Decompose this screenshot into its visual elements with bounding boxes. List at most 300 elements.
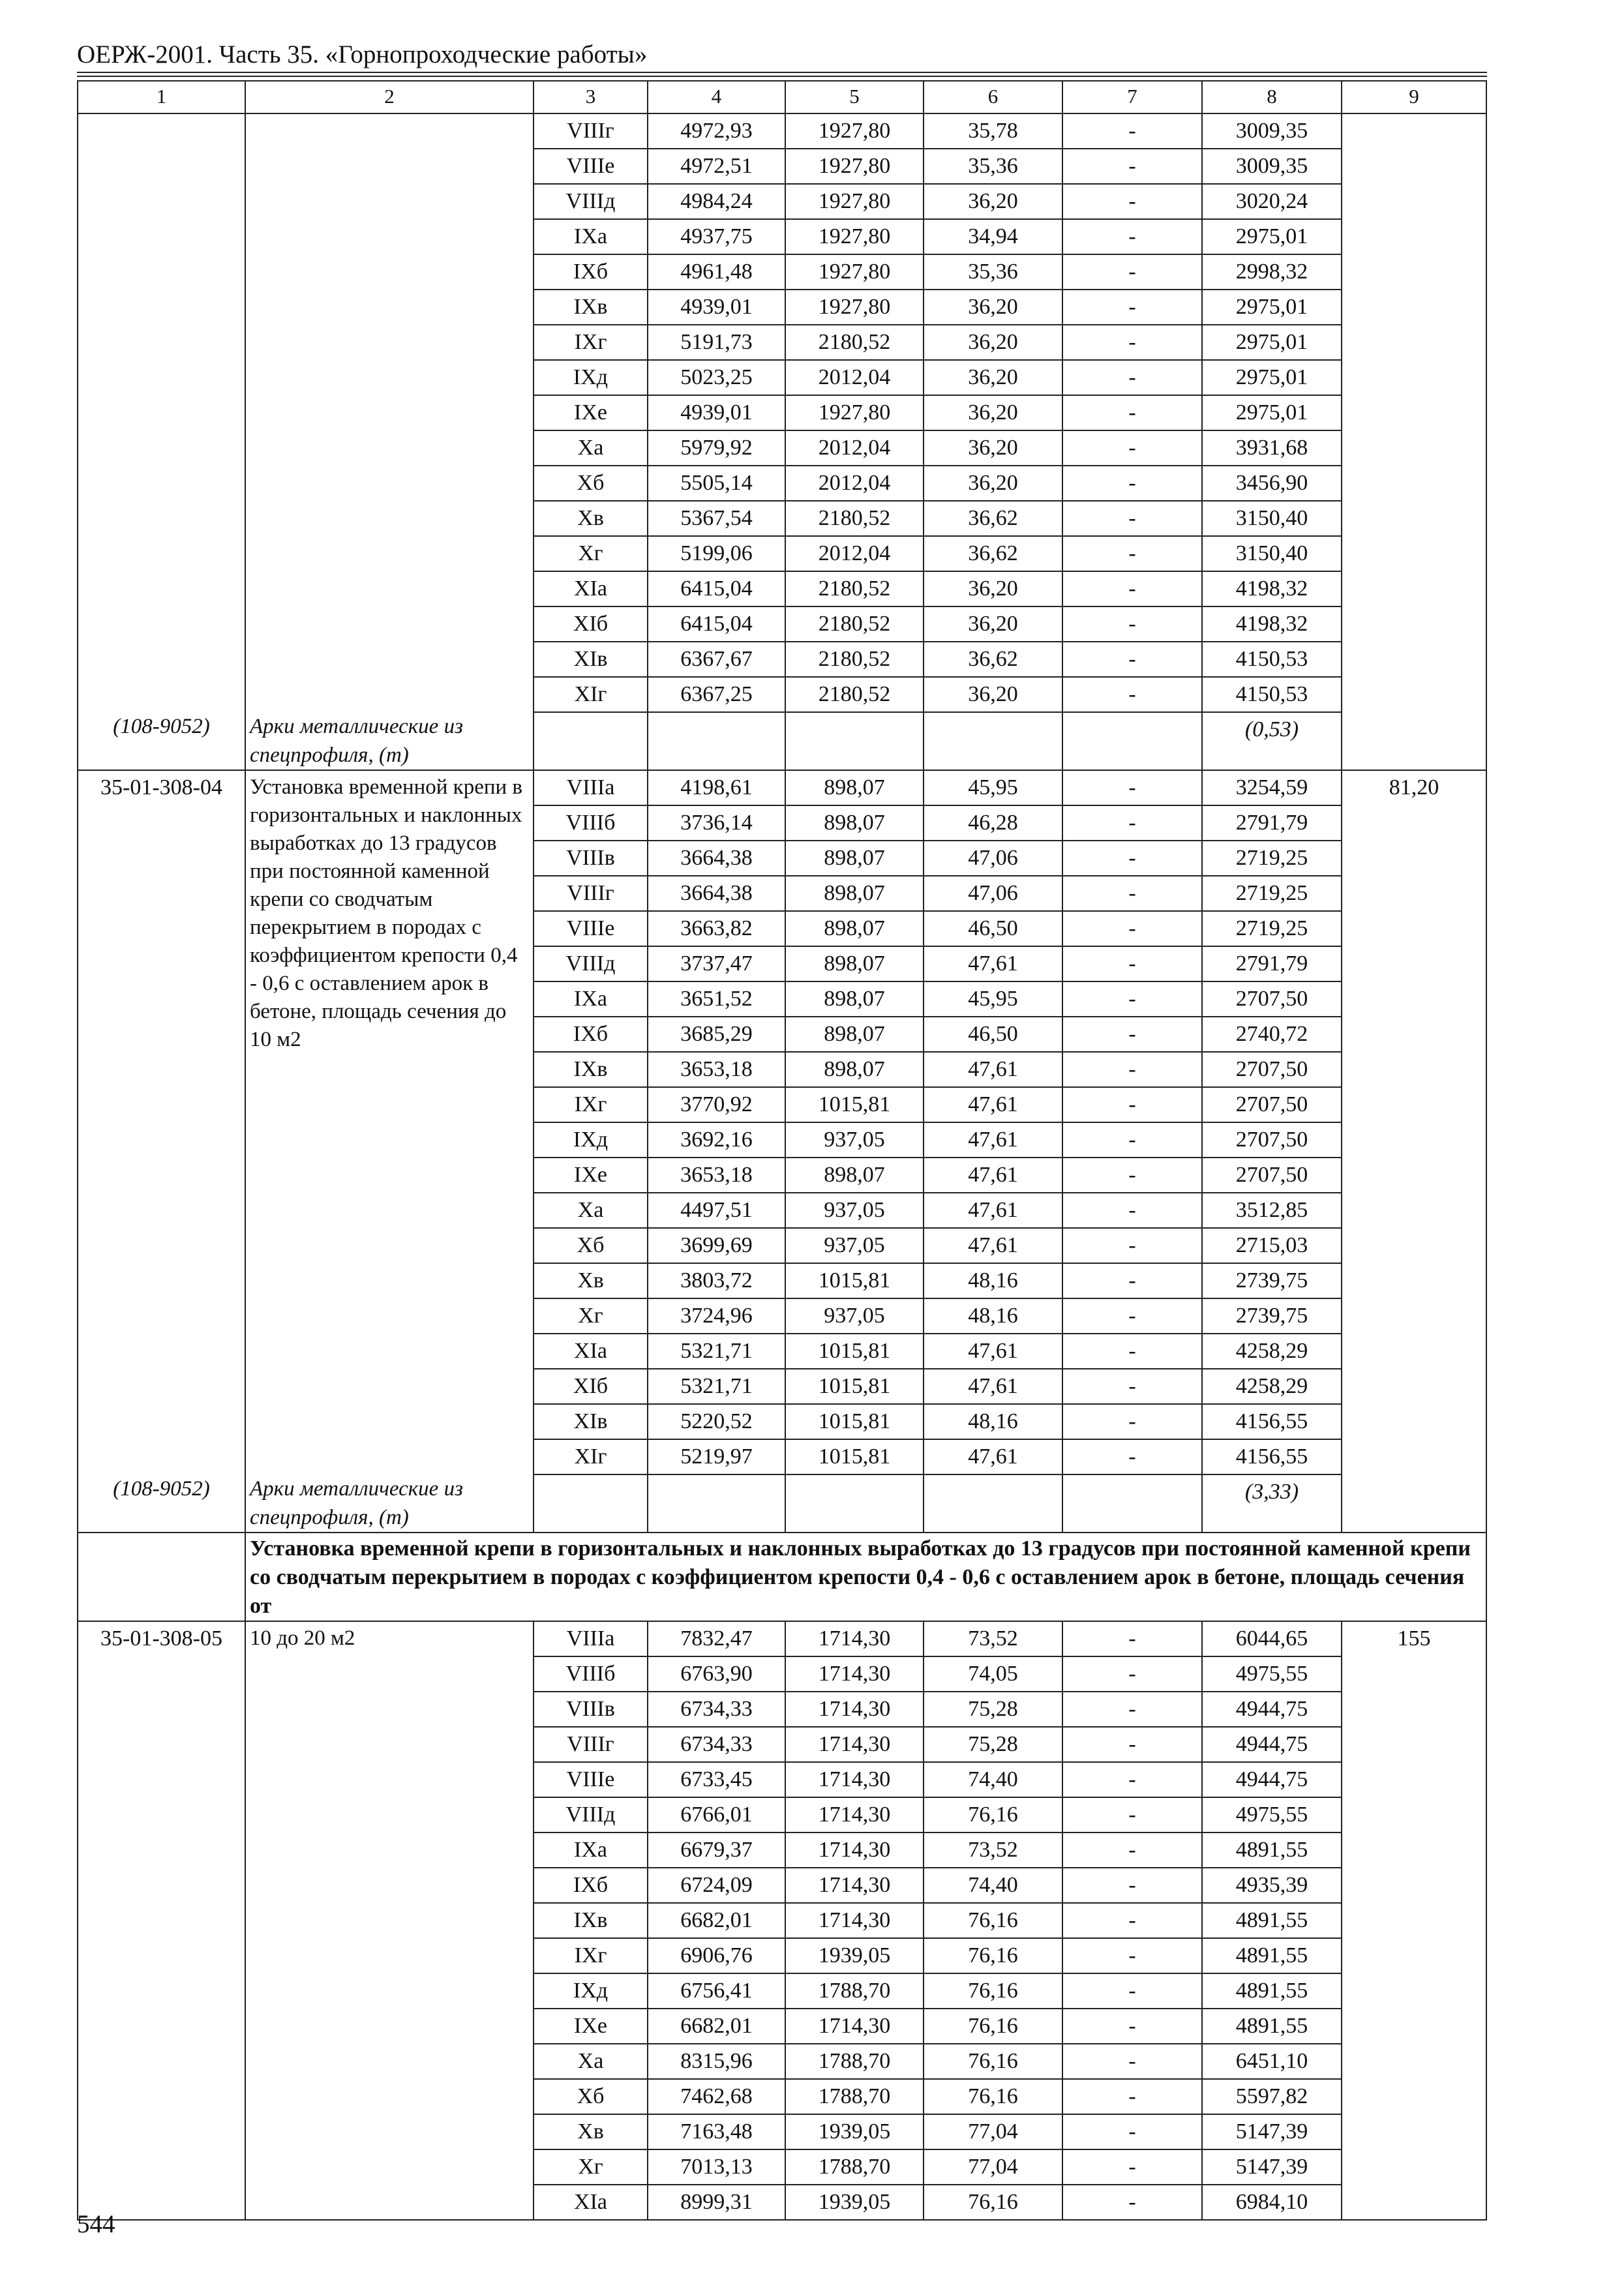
labor-cost-cell: 2180,52 bbox=[785, 677, 924, 712]
direct-cost-cell: 6734,33 bbox=[648, 1727, 785, 1762]
empty-cell bbox=[534, 712, 648, 770]
materials-cost-cell: 2975,01 bbox=[1202, 290, 1342, 325]
rock-group-cell: VIIIб bbox=[534, 1656, 648, 1692]
rock-group-cell: VIIIв bbox=[534, 841, 648, 876]
machine-labor-cell: - bbox=[1062, 1727, 1202, 1762]
labor-cost-cell: 1714,30 bbox=[785, 1903, 924, 1938]
materials-cost-cell: 2707,50 bbox=[1202, 981, 1342, 1017]
direct-cost-cell: 4937,75 bbox=[648, 219, 785, 254]
machine-cost-cell: 36,20 bbox=[924, 325, 1062, 360]
labor-cost-cell: 937,05 bbox=[785, 1228, 924, 1263]
machine-cost-cell: 47,61 bbox=[924, 1228, 1062, 1263]
rock-group-cell: XIг bbox=[534, 1439, 648, 1474]
machine-labor-cell: - bbox=[1062, 1298, 1202, 1334]
direct-cost-cell: 3663,82 bbox=[648, 911, 785, 946]
rock-group-cell: IXа bbox=[534, 981, 648, 1017]
materials-cost-cell: 2998,32 bbox=[1202, 254, 1342, 290]
machine-cost-cell: 75,28 bbox=[924, 1692, 1062, 1727]
machine-cost-cell: 34,94 bbox=[924, 219, 1062, 254]
machine-cost-cell: 45,95 bbox=[924, 770, 1062, 805]
code-cell: 35-01-308-05 bbox=[78, 1621, 245, 2220]
labor-cost-cell: 898,07 bbox=[785, 841, 924, 876]
rock-group-cell: Xб bbox=[534, 466, 648, 501]
rock-group-cell: VIIIд bbox=[534, 946, 648, 981]
machine-labor-cell: - bbox=[1062, 1158, 1202, 1193]
labor-cost-cell: 1927,80 bbox=[785, 184, 924, 219]
machine-labor-cell: - bbox=[1062, 1087, 1202, 1122]
rock-group-cell: VIIIа bbox=[534, 770, 648, 805]
machine-labor-cell: - bbox=[1062, 113, 1202, 149]
labor-cost-cell: 1015,81 bbox=[785, 1087, 924, 1122]
rock-group-cell: IXб bbox=[534, 254, 648, 290]
machine-labor-cell: - bbox=[1062, 1439, 1202, 1474]
rock-group-cell: IXв bbox=[534, 1052, 648, 1087]
rock-group-cell: VIIIе bbox=[534, 1762, 648, 1797]
labor-cost-cell: 1788,70 bbox=[785, 1973, 924, 2009]
materials-cost-cell: 4891,55 bbox=[1202, 1973, 1342, 2009]
machine-cost-cell: 47,61 bbox=[924, 1439, 1062, 1474]
labor-cost-cell: 2012,04 bbox=[785, 536, 924, 571]
page-header-title: ОЕРЖ-2001. Часть 35. «Горнопроходческие работы» bbox=[77, 40, 648, 68]
direct-cost-cell: 5979,92 bbox=[648, 430, 785, 466]
machine-labor-cell: - bbox=[1062, 770, 1202, 805]
machine-cost-cell: 36,20 bbox=[924, 184, 1062, 219]
direct-cost-cell: 4984,24 bbox=[648, 184, 785, 219]
labor-cost-cell: 898,07 bbox=[785, 1017, 924, 1052]
materials-cost-cell: 2975,01 bbox=[1202, 219, 1342, 254]
direct-cost-cell: 5219,97 bbox=[648, 1439, 785, 1474]
materials-cost-cell: 2740,72 bbox=[1202, 1017, 1342, 1052]
direct-cost-cell: 3724,96 bbox=[648, 1298, 785, 1334]
direct-cost-cell: 4972,93 bbox=[648, 113, 785, 149]
machine-labor-cell: - bbox=[1062, 1263, 1202, 1298]
machine-labor-cell: - bbox=[1062, 360, 1202, 395]
col9-cell: 155 bbox=[1342, 1621, 1486, 2220]
rock-group-cell: Xг bbox=[534, 536, 648, 571]
labor-cost-cell: 1788,70 bbox=[785, 2079, 924, 2114]
labor-cost-cell: 1788,70 bbox=[785, 2044, 924, 2079]
materials-cost-cell: 2791,79 bbox=[1202, 805, 1342, 841]
materials-cost-cell: 4156,55 bbox=[1202, 1404, 1342, 1439]
rock-group-cell: VIIIе bbox=[534, 911, 648, 946]
direct-cost-cell: 4972,51 bbox=[648, 149, 785, 184]
rock-group-cell: IXв bbox=[534, 1903, 648, 1938]
materials-cost-cell: 4944,75 bbox=[1202, 1692, 1342, 1727]
material-note-row bbox=[78, 712, 1486, 770]
labor-cost-cell: 2180,52 bbox=[785, 606, 924, 642]
machine-cost-cell: 48,16 bbox=[924, 1404, 1062, 1439]
header-rule bbox=[77, 72, 1487, 73]
materials-cost-cell: 3009,35 bbox=[1202, 149, 1342, 184]
direct-cost-cell: 7013,13 bbox=[648, 2149, 785, 2185]
column-number: 9 bbox=[1342, 81, 1486, 113]
machine-labor-cell: - bbox=[1062, 841, 1202, 876]
machine-cost-cell: 36,62 bbox=[924, 536, 1062, 571]
materials-cost-cell: 2975,01 bbox=[1202, 325, 1342, 360]
materials-cost-cell: 6451,10 bbox=[1202, 2044, 1342, 2079]
description-cell bbox=[245, 113, 534, 712]
labor-cost-cell: 2180,52 bbox=[785, 501, 924, 536]
machine-labor-cell: - bbox=[1062, 876, 1202, 911]
machine-cost-cell: 76,16 bbox=[924, 2185, 1062, 2220]
machine-labor-cell: - bbox=[1062, 571, 1202, 606]
table-row bbox=[78, 770, 1486, 805]
rock-group-cell: XIб bbox=[534, 1369, 648, 1404]
rock-group-cell: IXа bbox=[534, 219, 648, 254]
rock-group-cell: IXб bbox=[534, 1868, 648, 1903]
machine-cost-cell: 36,20 bbox=[924, 466, 1062, 501]
machine-labor-cell: - bbox=[1062, 2079, 1202, 2114]
machine-labor-cell: - bbox=[1062, 946, 1202, 981]
labor-cost-cell: 1714,30 bbox=[785, 1833, 924, 1868]
material-quantity: (0,53) bbox=[1202, 712, 1342, 770]
machine-labor-cell: - bbox=[1062, 677, 1202, 712]
machine-cost-cell: 46,50 bbox=[924, 1017, 1062, 1052]
rock-group-cell: Xа bbox=[534, 2044, 648, 2079]
machine-cost-cell: 36,20 bbox=[924, 395, 1062, 430]
machine-labor-cell: - bbox=[1062, 911, 1202, 946]
rock-group-cell: XIа bbox=[534, 571, 648, 606]
machine-labor-cell: - bbox=[1062, 1369, 1202, 1404]
materials-cost-cell: 3020,24 bbox=[1202, 184, 1342, 219]
machine-labor-cell: - bbox=[1062, 642, 1202, 677]
direct-cost-cell: 5199,06 bbox=[648, 536, 785, 571]
column-number: 7 bbox=[1062, 81, 1202, 113]
direct-cost-cell: 5321,71 bbox=[648, 1369, 785, 1404]
column-number: 1 bbox=[78, 81, 245, 113]
materials-cost-cell: 2975,01 bbox=[1202, 360, 1342, 395]
rock-group-cell: VIIIе bbox=[534, 149, 648, 184]
machine-labor-cell: - bbox=[1062, 536, 1202, 571]
direct-cost-cell: 4939,01 bbox=[648, 395, 785, 430]
direct-cost-cell: 5321,71 bbox=[648, 1334, 785, 1369]
empty-cell bbox=[924, 1474, 1062, 1533]
machine-cost-cell: 77,04 bbox=[924, 2114, 1062, 2149]
column-number: 5 bbox=[785, 81, 924, 113]
rock-group-cell: Xа bbox=[534, 430, 648, 466]
direct-cost-cell: 4497,51 bbox=[648, 1193, 785, 1228]
empty-cell bbox=[785, 712, 924, 770]
machine-cost-cell: 47,61 bbox=[924, 946, 1062, 981]
machine-cost-cell: 35,78 bbox=[924, 113, 1062, 149]
labor-cost-cell: 2012,04 bbox=[785, 360, 924, 395]
materials-cost-cell: 5147,39 bbox=[1202, 2114, 1342, 2149]
materials-cost-cell: 2739,75 bbox=[1202, 1263, 1342, 1298]
rock-group-cell: IXа bbox=[534, 1833, 648, 1868]
materials-cost-cell: 4198,32 bbox=[1202, 571, 1342, 606]
machine-labor-cell: - bbox=[1062, 1017, 1202, 1052]
rock-group-cell: IXг bbox=[534, 1938, 648, 1973]
empty-cell bbox=[534, 1474, 648, 1533]
machine-cost-cell: 76,16 bbox=[924, 1938, 1062, 1973]
direct-cost-cell: 6763,90 bbox=[648, 1656, 785, 1692]
rock-group-cell: IXб bbox=[534, 1017, 648, 1052]
labor-cost-cell: 1714,30 bbox=[785, 1621, 924, 1656]
labor-cost-cell: 1714,30 bbox=[785, 1656, 924, 1692]
materials-cost-cell: 2975,01 bbox=[1202, 395, 1342, 430]
machine-labor-cell: - bbox=[1062, 254, 1202, 290]
materials-cost-cell: 2707,50 bbox=[1202, 1087, 1342, 1122]
materials-cost-cell: 4975,55 bbox=[1202, 1656, 1342, 1692]
labor-cost-cell: 2180,52 bbox=[785, 571, 924, 606]
materials-cost-cell: 2707,50 bbox=[1202, 1122, 1342, 1158]
direct-cost-cell: 3770,92 bbox=[648, 1087, 785, 1122]
materials-cost-cell: 4891,55 bbox=[1202, 1938, 1342, 1973]
labor-cost-cell: 898,07 bbox=[785, 911, 924, 946]
machine-cost-cell: 48,16 bbox=[924, 1298, 1062, 1334]
machine-labor-cell: - bbox=[1062, 1973, 1202, 2009]
labor-cost-cell: 898,07 bbox=[785, 805, 924, 841]
materials-cost-cell: 4891,55 bbox=[1202, 1833, 1342, 1868]
rates-table-body bbox=[78, 81, 1486, 2220]
machine-cost-cell: 73,52 bbox=[924, 1833, 1062, 1868]
labor-cost-cell: 898,07 bbox=[785, 981, 924, 1017]
section-heading-spacer bbox=[78, 1533, 245, 1621]
direct-cost-cell: 5023,25 bbox=[648, 360, 785, 395]
rock-group-cell: IXг bbox=[534, 1087, 648, 1122]
materials-cost-cell: 4891,55 bbox=[1202, 2009, 1342, 2044]
machine-cost-cell: 47,06 bbox=[924, 876, 1062, 911]
description-cell: 10 до 20 м2 bbox=[245, 1621, 534, 2220]
direct-cost-cell: 6906,76 bbox=[648, 1938, 785, 1973]
rock-group-cell: VIIIд bbox=[534, 184, 648, 219]
materials-cost-cell: 6044,65 bbox=[1202, 1621, 1342, 1656]
labor-cost-cell: 1015,81 bbox=[785, 1334, 924, 1369]
material-note-row bbox=[78, 1474, 1486, 1533]
code-cell: 35-01-308-04 bbox=[78, 770, 245, 1474]
machine-labor-cell: - bbox=[1062, 606, 1202, 642]
empty-cell bbox=[1062, 712, 1202, 770]
labor-cost-cell: 1714,30 bbox=[785, 1727, 924, 1762]
machine-cost-cell: 47,61 bbox=[924, 1334, 1062, 1369]
labor-cost-cell: 1939,05 bbox=[785, 2185, 924, 2220]
materials-cost-cell: 4150,53 bbox=[1202, 677, 1342, 712]
direct-cost-cell: 6415,04 bbox=[648, 571, 785, 606]
materials-cost-cell: 2791,79 bbox=[1202, 946, 1342, 981]
empty-cell bbox=[648, 1474, 785, 1533]
materials-cost-cell: 5597,82 bbox=[1202, 2079, 1342, 2114]
header-rule-double bbox=[77, 76, 1487, 77]
machine-labor-cell: - bbox=[1062, 805, 1202, 841]
labor-cost-cell: 898,07 bbox=[785, 770, 924, 805]
table-row bbox=[78, 1621, 1486, 1656]
rock-group-cell: XIг bbox=[534, 677, 648, 712]
rock-group-cell: XIа bbox=[534, 2185, 648, 2220]
machine-labor-cell: - bbox=[1062, 1334, 1202, 1369]
machine-cost-cell: 76,16 bbox=[924, 1973, 1062, 2009]
machine-labor-cell: - bbox=[1062, 1621, 1202, 1656]
materials-cost-cell: 3150,40 bbox=[1202, 536, 1342, 571]
direct-cost-cell: 3664,38 bbox=[648, 876, 785, 911]
machine-labor-cell: - bbox=[1062, 1797, 1202, 1833]
empty-cell bbox=[1062, 1474, 1202, 1533]
labor-cost-cell: 1927,80 bbox=[785, 149, 924, 184]
direct-cost-cell: 7462,68 bbox=[648, 2079, 785, 2114]
empty-cell bbox=[648, 712, 785, 770]
machine-cost-cell: 47,61 bbox=[924, 1193, 1062, 1228]
labor-cost-cell: 1927,80 bbox=[785, 395, 924, 430]
machine-labor-cell: - bbox=[1062, 2185, 1202, 2220]
rock-group-cell: Xб bbox=[534, 1228, 648, 1263]
direct-cost-cell: 3737,47 bbox=[648, 946, 785, 981]
direct-cost-cell: 3664,38 bbox=[648, 841, 785, 876]
rock-group-cell: XIв bbox=[534, 1404, 648, 1439]
machine-cost-cell: 36,20 bbox=[924, 360, 1062, 395]
machine-labor-cell: - bbox=[1062, 1052, 1202, 1087]
machine-cost-cell: 36,20 bbox=[924, 677, 1062, 712]
materials-cost-cell: 3150,40 bbox=[1202, 501, 1342, 536]
rock-group-cell: VIIIв bbox=[534, 1692, 648, 1727]
machine-cost-cell: 47,61 bbox=[924, 1158, 1062, 1193]
column-number: 3 bbox=[534, 81, 648, 113]
materials-cost-cell: 6984,10 bbox=[1202, 2185, 1342, 2220]
labor-cost-cell: 2180,52 bbox=[785, 642, 924, 677]
rock-group-cell: VIIIб bbox=[534, 805, 648, 841]
labor-cost-cell: 937,05 bbox=[785, 1122, 924, 1158]
direct-cost-cell: 7832,47 bbox=[648, 1621, 785, 1656]
materials-cost-cell: 3456,90 bbox=[1202, 466, 1342, 501]
column-number-row bbox=[78, 81, 1486, 113]
direct-cost-cell: 6679,37 bbox=[648, 1833, 785, 1868]
rock-group-cell: VIIIа bbox=[534, 1621, 648, 1656]
machine-cost-cell: 36,20 bbox=[924, 606, 1062, 642]
materials-cost-cell: 4150,53 bbox=[1202, 642, 1342, 677]
machine-labor-cell: - bbox=[1062, 1692, 1202, 1727]
machine-cost-cell: 36,20 bbox=[924, 430, 1062, 466]
direct-cost-cell: 6733,45 bbox=[648, 1762, 785, 1797]
materials-cost-cell: 3009,35 bbox=[1202, 113, 1342, 149]
labor-cost-cell: 1015,81 bbox=[785, 1369, 924, 1404]
labor-cost-cell: 937,05 bbox=[785, 1193, 924, 1228]
labor-cost-cell: 937,05 bbox=[785, 1298, 924, 1334]
direct-cost-cell: 3692,16 bbox=[648, 1122, 785, 1158]
labor-cost-cell: 1714,30 bbox=[785, 1762, 924, 1797]
machine-cost-cell: 36,62 bbox=[924, 501, 1062, 536]
labor-cost-cell: 1714,30 bbox=[785, 2009, 924, 2044]
machine-labor-cell: - bbox=[1062, 290, 1202, 325]
materials-cost-cell: 2719,25 bbox=[1202, 911, 1342, 946]
machine-cost-cell: 76,16 bbox=[924, 1903, 1062, 1938]
machine-labor-cell: - bbox=[1062, 1903, 1202, 1938]
direct-cost-cell: 6756,41 bbox=[648, 1973, 785, 2009]
machine-cost-cell: 76,16 bbox=[924, 2009, 1062, 2044]
rock-group-cell: XIа bbox=[534, 1334, 648, 1369]
labor-cost-cell: 898,07 bbox=[785, 1052, 924, 1087]
col9-cell: 81,20 bbox=[1342, 770, 1486, 1474]
rock-group-cell: IXв bbox=[534, 290, 648, 325]
materials-cost-cell: 2707,50 bbox=[1202, 1052, 1342, 1087]
machine-cost-cell: 76,16 bbox=[924, 1797, 1062, 1833]
direct-cost-cell: 6724,09 bbox=[648, 1868, 785, 1903]
direct-cost-cell: 3736,14 bbox=[648, 805, 785, 841]
labor-cost-cell: 1714,30 bbox=[785, 1692, 924, 1727]
materials-cost-cell: 4944,75 bbox=[1202, 1762, 1342, 1797]
machine-labor-cell: - bbox=[1062, 430, 1202, 466]
materials-cost-cell: 4198,32 bbox=[1202, 606, 1342, 642]
empty-cell bbox=[924, 712, 1062, 770]
rock-group-cell: Xа bbox=[534, 1193, 648, 1228]
rock-group-cell: VIIIг bbox=[534, 1727, 648, 1762]
column-number: 6 bbox=[924, 81, 1062, 113]
code-cell bbox=[78, 113, 245, 712]
rock-group-cell: Xв bbox=[534, 2114, 648, 2149]
labor-cost-cell: 1927,80 bbox=[785, 113, 924, 149]
empty-cell bbox=[785, 1474, 924, 1533]
machine-labor-cell: - bbox=[1062, 184, 1202, 219]
direct-cost-cell: 5191,73 bbox=[648, 325, 785, 360]
section-heading: Установка временной крепи в горизонтальных и наклонных выработках до 13 градусов при постоянной каменной крепи со сводчатым перекрытием в породах с коэффициентом крепости 0,4 - 0,6 с оставлением арок в бетоне, площадь сечения от bbox=[245, 1533, 1486, 1621]
machine-labor-cell: - bbox=[1062, 501, 1202, 536]
machine-cost-cell: 35,36 bbox=[924, 149, 1062, 184]
machine-labor-cell: - bbox=[1062, 395, 1202, 430]
machine-cost-cell: 36,62 bbox=[924, 642, 1062, 677]
rock-group-cell: Xв bbox=[534, 501, 648, 536]
direct-cost-cell: 8315,96 bbox=[648, 2044, 785, 2079]
machine-labor-cell: - bbox=[1062, 2044, 1202, 2079]
machine-cost-cell: 47,61 bbox=[924, 1052, 1062, 1087]
machine-labor-cell: - bbox=[1062, 2009, 1202, 2044]
materials-cost-cell: 3512,85 bbox=[1202, 1193, 1342, 1228]
labor-cost-cell: 898,07 bbox=[785, 876, 924, 911]
machine-cost-cell: 74,05 bbox=[924, 1656, 1062, 1692]
rock-group-cell: Xб bbox=[534, 2079, 648, 2114]
materials-cost-cell: 2739,75 bbox=[1202, 1298, 1342, 1334]
material-quantity: (3,33) bbox=[1202, 1474, 1342, 1533]
labor-cost-cell: 1927,80 bbox=[785, 219, 924, 254]
rock-group-cell: Xг bbox=[534, 2149, 648, 2185]
materials-cost-cell: 2707,50 bbox=[1202, 1158, 1342, 1193]
machine-labor-cell: - bbox=[1062, 1193, 1202, 1228]
machine-cost-cell: 76,16 bbox=[924, 2079, 1062, 2114]
empty-cell bbox=[1342, 712, 1486, 770]
machine-cost-cell: 74,40 bbox=[924, 1868, 1062, 1903]
labor-cost-cell: 2180,52 bbox=[785, 325, 924, 360]
materials-cost-cell: 2715,03 bbox=[1202, 1228, 1342, 1263]
rock-group-cell: IXе bbox=[534, 2009, 648, 2044]
direct-cost-cell: 5220,52 bbox=[648, 1404, 785, 1439]
machine-cost-cell: 47,61 bbox=[924, 1122, 1062, 1158]
machine-labor-cell: - bbox=[1062, 1404, 1202, 1439]
materials-cost-cell: 4975,55 bbox=[1202, 1797, 1342, 1833]
direct-cost-cell: 3803,72 bbox=[648, 1263, 785, 1298]
direct-cost-cell: 4939,01 bbox=[648, 290, 785, 325]
material-code: (108-9052) bbox=[78, 1474, 245, 1533]
machine-cost-cell: 74,40 bbox=[924, 1762, 1062, 1797]
rock-group-cell: IXд bbox=[534, 360, 648, 395]
labor-cost-cell: 1015,81 bbox=[785, 1263, 924, 1298]
machine-labor-cell: - bbox=[1062, 466, 1202, 501]
labor-cost-cell: 1714,30 bbox=[785, 1797, 924, 1833]
page-number: 544 bbox=[77, 2210, 115, 2238]
materials-cost-cell: 4258,29 bbox=[1202, 1369, 1342, 1404]
machine-cost-cell: 47,61 bbox=[924, 1087, 1062, 1122]
rock-group-cell: IXд bbox=[534, 1973, 648, 2009]
direct-cost-cell: 4198,61 bbox=[648, 770, 785, 805]
direct-cost-cell: 6682,01 bbox=[648, 2009, 785, 2044]
column-number: 8 bbox=[1202, 81, 1342, 113]
machine-labor-cell: - bbox=[1062, 2114, 1202, 2149]
material-name: Арки металлические из спецпрофиля, (т) bbox=[245, 712, 534, 770]
rock-group-cell: Xв bbox=[534, 1263, 648, 1298]
machine-cost-cell: 48,16 bbox=[924, 1263, 1062, 1298]
machine-labor-cell: - bbox=[1062, 981, 1202, 1017]
machine-cost-cell: 35,36 bbox=[924, 254, 1062, 290]
materials-cost-cell: 4935,39 bbox=[1202, 1868, 1342, 1903]
machine-labor-cell: - bbox=[1062, 325, 1202, 360]
machine-labor-cell: - bbox=[1062, 1228, 1202, 1263]
direct-cost-cell: 6367,25 bbox=[648, 677, 785, 712]
rock-group-cell: IXе bbox=[534, 1158, 648, 1193]
